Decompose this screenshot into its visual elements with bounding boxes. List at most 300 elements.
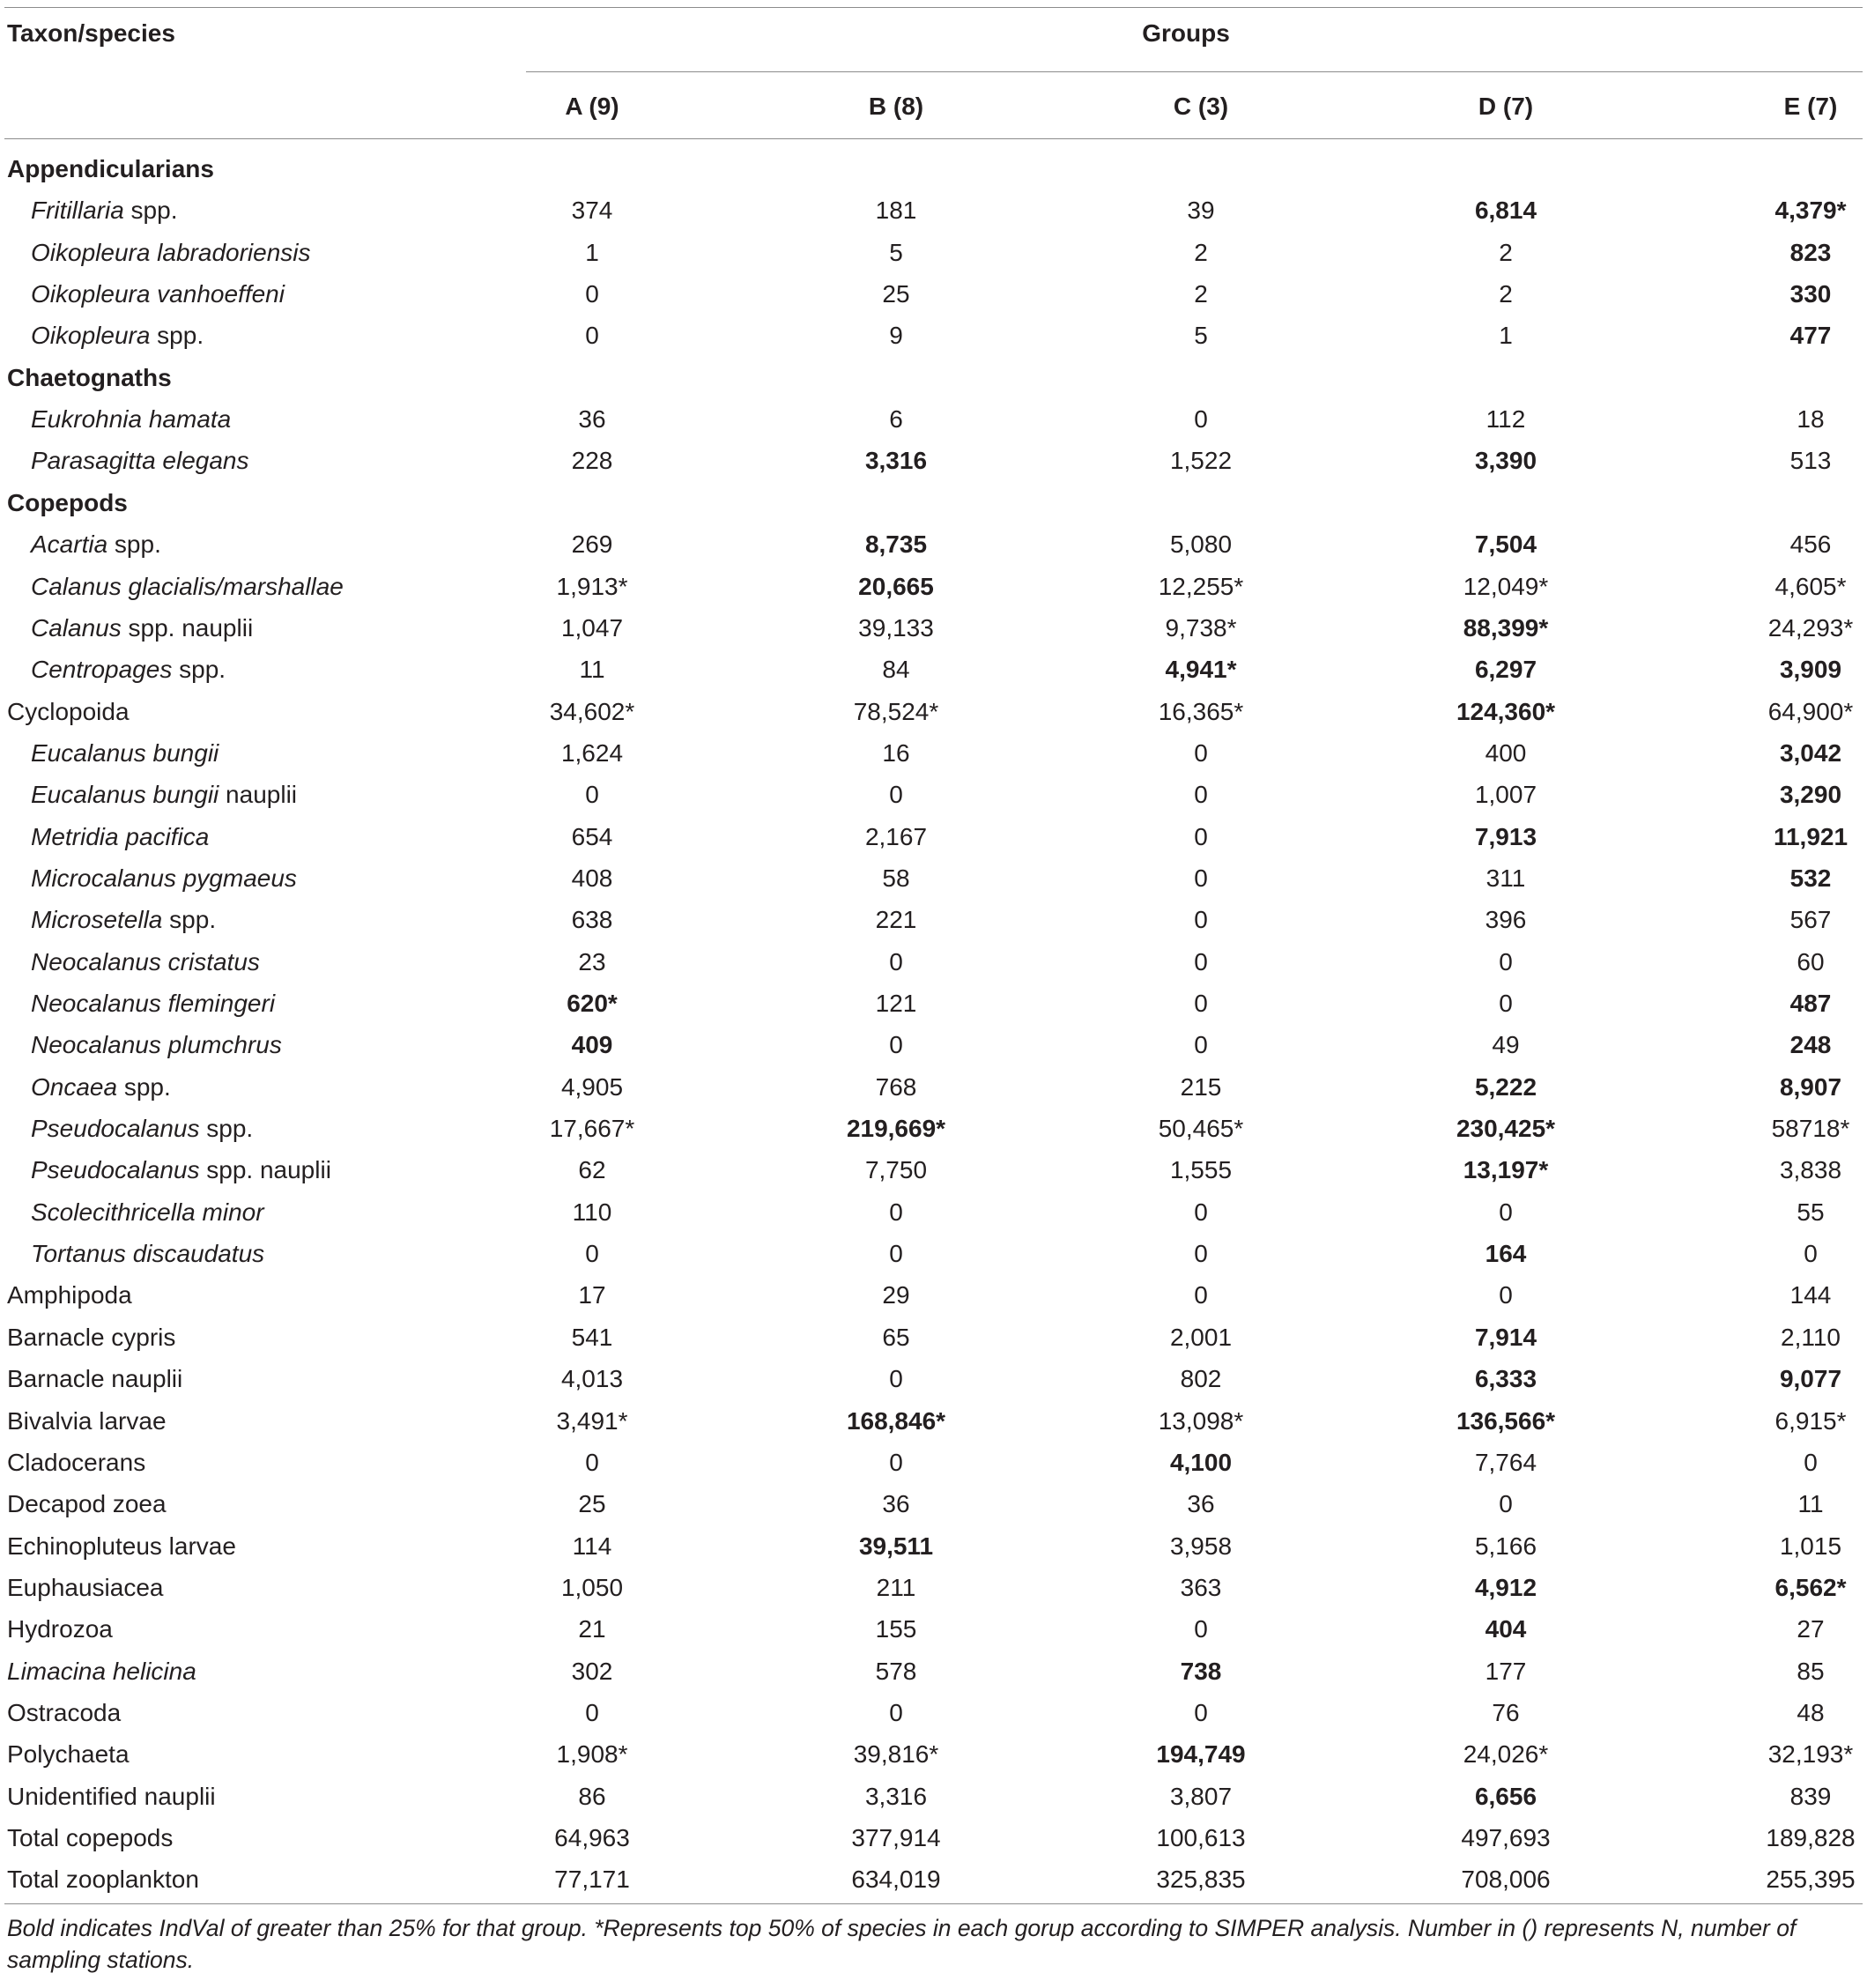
table-row	[0, 816, 1867, 857]
value-cell-b: 9	[889, 322, 903, 350]
value-cell-e: 64,900*	[1767, 697, 1854, 725]
value-cell-e: 513	[1789, 447, 1832, 475]
value-cell-e: 48	[1797, 1698, 1825, 1726]
table-row	[0, 1274, 1867, 1316]
value-cell-c: 0	[1194, 781, 1208, 809]
value-cell-e: 567	[1789, 906, 1832, 934]
table-row	[0, 398, 1867, 440]
value-cell-c: 4,941*	[1165, 656, 1237, 684]
column-header-d: D (7)	[1478, 93, 1534, 120]
taxon-label-part: Eukrohnia hamata	[31, 405, 232, 434]
taxon-label-part: Acartia	[31, 530, 108, 559]
taxon-label	[31, 948, 260, 976]
value-cell-c: 50,465*	[1158, 1115, 1244, 1143]
value-cell-e: 3,909	[1779, 656, 1842, 684]
value-cell-e: 11	[1797, 1490, 1824, 1518]
value-cell-e: 4,379*	[1774, 197, 1847, 225]
value-cell-b: 168,846*	[846, 1406, 946, 1435]
taxon-label-part: Centropages	[31, 656, 173, 684]
table-row	[0, 1650, 1867, 1692]
taxon-label-part: Metridia pacifica	[31, 822, 210, 850]
table-row	[0, 189, 1867, 231]
taxon-label	[7, 1615, 113, 1643]
value-cell-e: 823	[1789, 238, 1832, 266]
value-cell-d: 230,425*	[1456, 1115, 1556, 1143]
value-cell-d: 0	[1499, 1490, 1513, 1518]
table-row	[0, 273, 1867, 315]
table-row	[0, 1692, 1867, 1733]
taxon-label	[7, 1532, 236, 1561]
taxon-label	[7, 698, 130, 726]
value-cell-a: 1,050	[560, 1573, 624, 1601]
taxon-label-part: Total zooplankton	[7, 1866, 199, 1894]
value-cell-b: 39,816*	[853, 1740, 939, 1769]
taxon-label	[31, 573, 344, 601]
value-cell-d: 7,504	[1474, 530, 1537, 559]
value-cell-d: 7,913	[1474, 822, 1537, 850]
value-cell-c: 1,555	[1169, 1156, 1233, 1184]
value-cell-e: 839	[1789, 1782, 1832, 1810]
taxon-label	[7, 1574, 163, 1602]
value-cell-c: 0	[1194, 906, 1208, 934]
value-cell-d: 6,333	[1474, 1365, 1537, 1393]
taxon-label	[31, 1198, 264, 1227]
value-cell-c: 13,098*	[1158, 1406, 1244, 1435]
value-cell-d: 1,007	[1474, 781, 1537, 809]
table-row	[0, 607, 1867, 649]
value-cell-e: 1,015	[1779, 1532, 1842, 1560]
value-cell-a: 3,491*	[556, 1406, 628, 1435]
value-cell-b: 0	[889, 1031, 903, 1059]
value-cell-b: 181	[875, 197, 917, 225]
value-cell-a: 638	[571, 906, 613, 934]
taxon-label	[31, 1031, 282, 1059]
value-cell-b: 3,316	[864, 447, 928, 475]
value-cell-c: 3,807	[1169, 1782, 1233, 1810]
value-cell-d: 7,914	[1474, 1323, 1537, 1351]
value-cell-d: 311	[1485, 864, 1526, 892]
taxon-label	[7, 1281, 132, 1309]
taxon-label-part: Neocalanus plumchrus	[31, 1031, 282, 1059]
value-cell-b: 634,019	[851, 1866, 941, 1894]
value-cell-a: 11	[579, 656, 605, 684]
value-cell-d: 6,656	[1474, 1782, 1537, 1810]
value-cell-d: 5,166	[1474, 1532, 1537, 1560]
value-cell-e: 477	[1789, 322, 1832, 350]
value-cell-b: 78,524*	[853, 697, 939, 725]
value-cell-c: 1,522	[1169, 447, 1233, 475]
value-cell-e: 456	[1789, 530, 1832, 559]
value-cell-e: 85	[1797, 1657, 1825, 1685]
taxon-label-part: Limacina helicina	[7, 1657, 196, 1685]
taxon-label-part: Oncaea	[31, 1072, 118, 1101]
value-cell-d: 5,222	[1474, 1072, 1537, 1101]
value-cell-c: 0	[1194, 990, 1208, 1017]
value-cell-a: 17,667*	[549, 1115, 635, 1143]
value-cell-c: 325,835	[1156, 1866, 1246, 1894]
table-row	[0, 857, 1867, 899]
taxon-label-part: Decapod zoea	[7, 1490, 167, 1518]
taxon-label-part: spp.	[150, 322, 204, 350]
value-cell-e: 4,605*	[1774, 572, 1847, 600]
table-row	[0, 941, 1867, 983]
value-cell-a: 21	[578, 1615, 606, 1643]
value-cell-e: 248	[1789, 1031, 1832, 1059]
taxon-label	[31, 1115, 253, 1143]
value-cell-a: 0	[585, 1240, 599, 1268]
taxon-label	[7, 1783, 216, 1811]
taxon-label-part: Microsetella	[31, 906, 163, 934]
value-cell-e: 0	[1804, 1240, 1818, 1268]
taxon-label	[7, 1407, 167, 1435]
value-cell-d: 3,390	[1474, 447, 1537, 475]
value-cell-b: 221	[875, 906, 917, 934]
value-cell-a: 4,013	[560, 1365, 624, 1393]
taxon-label	[31, 197, 177, 225]
taxon-label-part: spp.	[172, 656, 226, 684]
value-cell-c: 2	[1194, 238, 1208, 266]
table-row	[0, 1358, 1867, 1399]
value-cell-a: 269	[571, 530, 613, 559]
value-cell-b: 25	[882, 280, 910, 308]
value-cell-d: 13,197*	[1463, 1156, 1549, 1184]
taxon-label	[7, 1824, 173, 1852]
taxon-label-part: Barnacle nauplii	[7, 1365, 183, 1393]
value-cell-b: 8,735	[864, 530, 928, 559]
table-row	[0, 1317, 1867, 1358]
value-cell-d: 24,026*	[1463, 1740, 1549, 1769]
table-row	[0, 523, 1867, 565]
value-cell-e: 189,828	[1766, 1824, 1856, 1851]
column-header-e: E (7)	[1783, 93, 1838, 120]
taxon-label	[31, 447, 249, 475]
value-cell-e: 255,395	[1766, 1866, 1856, 1894]
table-row	[0, 649, 1867, 690]
value-cell-e: 58718*	[1771, 1115, 1850, 1143]
table-bottom-rule	[4, 1903, 1863, 1904]
value-cell-d: 2	[1499, 280, 1513, 308]
value-cell-d: 49	[1492, 1031, 1520, 1059]
value-cell-c: 215	[1180, 1072, 1222, 1101]
value-cell-a: 25	[578, 1490, 606, 1518]
value-cell-e: 0	[1804, 1448, 1818, 1476]
taxon-label-part: Cyclopoida	[7, 697, 130, 725]
taxon-label	[31, 1073, 171, 1102]
value-cell-a: 62	[578, 1156, 606, 1184]
taxon-label-part: spp.	[107, 530, 161, 559]
value-cell-e: 6,915*	[1774, 1406, 1847, 1435]
value-cell-c: 36	[1187, 1490, 1215, 1518]
value-cell-d: 7,764	[1474, 1448, 1537, 1476]
value-cell-e: 6,562*	[1774, 1573, 1847, 1601]
value-cell-c: 0	[1194, 738, 1208, 767]
value-cell-d: 497,693	[1461, 1824, 1551, 1851]
taxon-label-part: Cladocerans	[7, 1448, 146, 1476]
taxon-label-part: Pseudocalanus	[31, 1156, 200, 1184]
table-row	[0, 1191, 1867, 1233]
value-cell-c: 0	[1194, 1031, 1208, 1059]
value-cell-e: 487	[1789, 990, 1832, 1017]
value-cell-e: 3,290	[1779, 781, 1842, 809]
value-cell-b: 20,665	[858, 572, 934, 600]
value-cell-c: 5	[1194, 322, 1208, 350]
value-cell-c: 5,080	[1169, 530, 1233, 559]
value-cell-c: 0	[1194, 947, 1208, 975]
taxon-label-part: spp. nauplii	[199, 1156, 331, 1184]
value-cell-c: 0	[1194, 822, 1208, 850]
value-cell-a: 0	[585, 1448, 599, 1476]
value-cell-c: 363	[1180, 1573, 1222, 1601]
value-cell-b: 2,167	[864, 822, 928, 850]
value-cell-d: 0	[1499, 1281, 1513, 1309]
value-cell-c: 0	[1194, 1698, 1208, 1726]
header-taxon: Taxon/species	[7, 19, 175, 47]
taxon-label-part: Barnacle cypris	[7, 1323, 176, 1351]
table-row	[0, 440, 1867, 481]
taxon-label	[31, 239, 311, 267]
table-row	[0, 774, 1867, 815]
taxon-label	[7, 1324, 175, 1352]
value-cell-e: 18	[1797, 405, 1825, 434]
table-row	[0, 983, 1867, 1024]
taxon-label-part: Microcalanus pygmaeus	[31, 864, 297, 892]
section-row	[0, 357, 1867, 398]
value-cell-d: 6,814	[1474, 197, 1537, 225]
value-cell-d: 136,566*	[1456, 1406, 1556, 1435]
value-cell-b: 65	[882, 1323, 910, 1351]
value-cell-b: 0	[889, 947, 903, 975]
taxon-label-part: Oikopleura labradoriensis	[31, 238, 311, 266]
taxon-label-part: Neocalanus cristatus	[31, 947, 260, 975]
taxon-label-part: Hydrozoa	[7, 1615, 113, 1643]
taxon-label-part: Bivalvia larvae	[7, 1406, 167, 1435]
value-cell-b: 58	[882, 864, 910, 892]
table-row	[0, 1733, 1867, 1775]
value-cell-b: 29	[882, 1281, 910, 1309]
table-row	[0, 232, 1867, 273]
section-row	[0, 482, 1867, 523]
taxon-label-part: spp.	[199, 1115, 254, 1143]
table-top-rule	[4, 7, 1863, 8]
taxon-label	[7, 1699, 121, 1727]
value-cell-b: 219,669*	[846, 1115, 946, 1143]
value-cell-b: 3,316	[864, 1782, 928, 1810]
value-cell-a: 36	[578, 405, 606, 434]
value-cell-c: 4,100	[1169, 1448, 1233, 1476]
value-cell-a: 4,905	[560, 1072, 624, 1101]
section-label: Chaetognaths	[7, 363, 172, 391]
value-cell-a: 408	[571, 864, 613, 892]
value-cell-c: 0	[1194, 1281, 1208, 1309]
value-cell-a: 0	[585, 781, 599, 809]
value-cell-b: 155	[875, 1615, 917, 1643]
header-groups: Groups	[1142, 19, 1230, 47]
value-cell-c: 16,365*	[1158, 697, 1244, 725]
value-cell-d: 164	[1485, 1240, 1527, 1268]
taxon-label	[7, 1658, 196, 1686]
value-cell-e: 11,921	[1773, 822, 1848, 850]
value-cell-a: 114	[572, 1532, 612, 1560]
value-cell-b: 121	[875, 990, 917, 1017]
taxon-label-part: Calanus glacialis/marshallae	[31, 572, 344, 600]
value-cell-a: 374	[571, 197, 613, 225]
table-row	[0, 1608, 1867, 1650]
value-cell-c: 2,001	[1169, 1323, 1233, 1351]
table-row	[0, 1567, 1867, 1608]
value-cell-d: 396	[1485, 906, 1527, 934]
taxon-label-part: spp. nauplii	[121, 613, 254, 642]
value-cell-e: 9,077	[1779, 1365, 1842, 1393]
taxon-label-part: Ostracoda	[7, 1698, 122, 1726]
taxon-label	[31, 906, 216, 934]
taxon-label-part: Polychaeta	[7, 1740, 130, 1769]
value-cell-e: 2,110	[1781, 1323, 1841, 1351]
value-cell-e: 330	[1789, 280, 1832, 308]
column-header-a: A (9)	[565, 93, 619, 120]
value-cell-b: 84	[882, 656, 910, 684]
value-cell-b: 0	[889, 781, 903, 809]
value-cell-d: 177	[1485, 1657, 1527, 1685]
value-cell-b: 0	[889, 1240, 903, 1268]
value-cell-d: 12,049*	[1463, 572, 1549, 600]
value-cell-d: 1	[1499, 322, 1513, 350]
taxon-label	[31, 781, 297, 809]
value-cell-c: 2	[1194, 280, 1208, 308]
value-cell-e: 60	[1797, 947, 1825, 975]
taxon-label-part: Calanus	[31, 613, 122, 642]
table-row	[0, 566, 1867, 607]
value-cell-b: 39,511	[858, 1532, 934, 1560]
column-header-c: C (3)	[1173, 93, 1229, 120]
value-cell-c: 738	[1180, 1657, 1222, 1685]
taxon-label-part: Neocalanus flemingeri	[31, 990, 276, 1017]
value-cell-a: 620*	[567, 990, 618, 1017]
taxon-label	[31, 280, 285, 308]
taxon-label-part: Oikopleura vanhoeffeni	[31, 280, 285, 308]
table-row	[0, 1066, 1867, 1108]
value-cell-e: 3,838	[1779, 1156, 1842, 1184]
taxon-label	[31, 1240, 264, 1268]
value-cell-c: 194,749	[1156, 1740, 1246, 1769]
table-row	[0, 899, 1867, 940]
value-cell-c: 0	[1194, 1198, 1208, 1226]
taxon-label-part: Pseudocalanus	[31, 1115, 200, 1143]
table-row	[0, 1108, 1867, 1149]
taxon-label	[7, 1866, 199, 1894]
value-cell-e: 55	[1797, 1198, 1825, 1226]
taxon-label-part: spp.	[162, 906, 217, 934]
value-cell-d: 404	[1485, 1615, 1527, 1643]
value-cell-b: 0	[889, 1448, 903, 1476]
table-row	[0, 1024, 1867, 1065]
column-header-b: B (8)	[868, 93, 924, 120]
value-cell-c: 0	[1194, 1615, 1208, 1643]
value-cell-c: 9,738*	[1165, 613, 1237, 642]
value-cell-b: 377,914	[851, 1824, 941, 1851]
taxon-label-part: Total copepods	[7, 1824, 174, 1851]
value-cell-a: 1,908*	[556, 1740, 628, 1769]
value-cell-c: 39	[1187, 197, 1215, 225]
value-cell-d: 124,360*	[1456, 697, 1556, 725]
table-row	[0, 1149, 1867, 1191]
value-cell-c: 802	[1180, 1365, 1222, 1393]
taxon-label-part: Fritillaria	[31, 197, 124, 225]
taxon-label-part: Oikopleura	[31, 322, 151, 350]
groups-subheader-rule	[526, 71, 1863, 72]
value-cell-b: 578	[875, 1657, 917, 1685]
taxon-label	[31, 1156, 331, 1184]
table-row	[0, 315, 1867, 356]
value-cell-c: 0	[1194, 405, 1208, 434]
table-row	[0, 1442, 1867, 1483]
taxon-label-part: Tortanus discaudatus	[31, 1240, 265, 1268]
value-cell-b: 0	[889, 1698, 903, 1726]
value-cell-d: 4,912	[1474, 1573, 1537, 1601]
value-cell-a: 34,602*	[549, 697, 635, 725]
value-cell-a: 654	[571, 822, 613, 850]
value-cell-a: 302	[571, 1657, 613, 1685]
value-cell-c: 0	[1194, 1240, 1208, 1268]
value-cell-b: 768	[875, 1072, 917, 1101]
section-label: Appendicularians	[7, 155, 214, 182]
header-bottom-rule	[4, 138, 1863, 139]
taxon-label	[31, 990, 275, 1018]
taxon-label-part: nauplii	[219, 781, 298, 809]
taxon-label	[31, 405, 231, 434]
taxon-label-part: Euphausiacea	[7, 1573, 164, 1601]
value-cell-e: 3,042	[1779, 738, 1842, 767]
taxon-label	[31, 739, 219, 768]
section-label: Copepods	[7, 488, 128, 516]
value-cell-a: 409	[571, 1031, 613, 1059]
value-cell-b: 36	[882, 1490, 910, 1518]
value-cell-a: 0	[585, 280, 599, 308]
taxon-label	[31, 823, 209, 851]
table-row	[0, 1483, 1867, 1524]
table-row	[0, 1400, 1867, 1442]
value-cell-e: 144	[1789, 1281, 1832, 1309]
value-cell-a: 1,913*	[556, 572, 628, 600]
taxon-label	[7, 1490, 167, 1518]
value-cell-b: 5	[889, 238, 903, 266]
value-cell-c: 3,958	[1169, 1532, 1233, 1560]
value-cell-a: 1,624	[560, 738, 624, 767]
value-cell-a: 110	[572, 1198, 612, 1226]
value-cell-e: 24,293*	[1767, 613, 1854, 642]
value-cell-a: 23	[578, 947, 606, 975]
value-cell-a: 228	[571, 447, 613, 475]
value-cell-d: 6,297	[1474, 656, 1537, 684]
taxon-label-part: Eucalanus bungii	[31, 781, 219, 809]
taxon-label-part: spp.	[123, 197, 178, 225]
taxon-label	[31, 530, 161, 559]
value-cell-e: 8,907	[1779, 1072, 1842, 1101]
value-cell-d: 112	[1485, 405, 1526, 434]
value-cell-a: 1,047	[560, 613, 624, 642]
value-cell-c: 0	[1194, 864, 1208, 892]
value-cell-b: 39,133	[858, 613, 934, 642]
value-cell-c: 12,255*	[1158, 572, 1244, 600]
value-cell-b: 6	[889, 405, 903, 434]
taxon-label	[31, 864, 297, 893]
value-cell-a: 0	[585, 322, 599, 350]
value-cell-d: 0	[1499, 947, 1513, 975]
taxon-label-part: Amphipoda	[7, 1281, 132, 1309]
value-cell-a: 0	[585, 1698, 599, 1726]
value-cell-a: 86	[578, 1782, 606, 1810]
value-cell-d: 708,006	[1461, 1866, 1551, 1894]
taxon-label	[7, 1449, 145, 1477]
